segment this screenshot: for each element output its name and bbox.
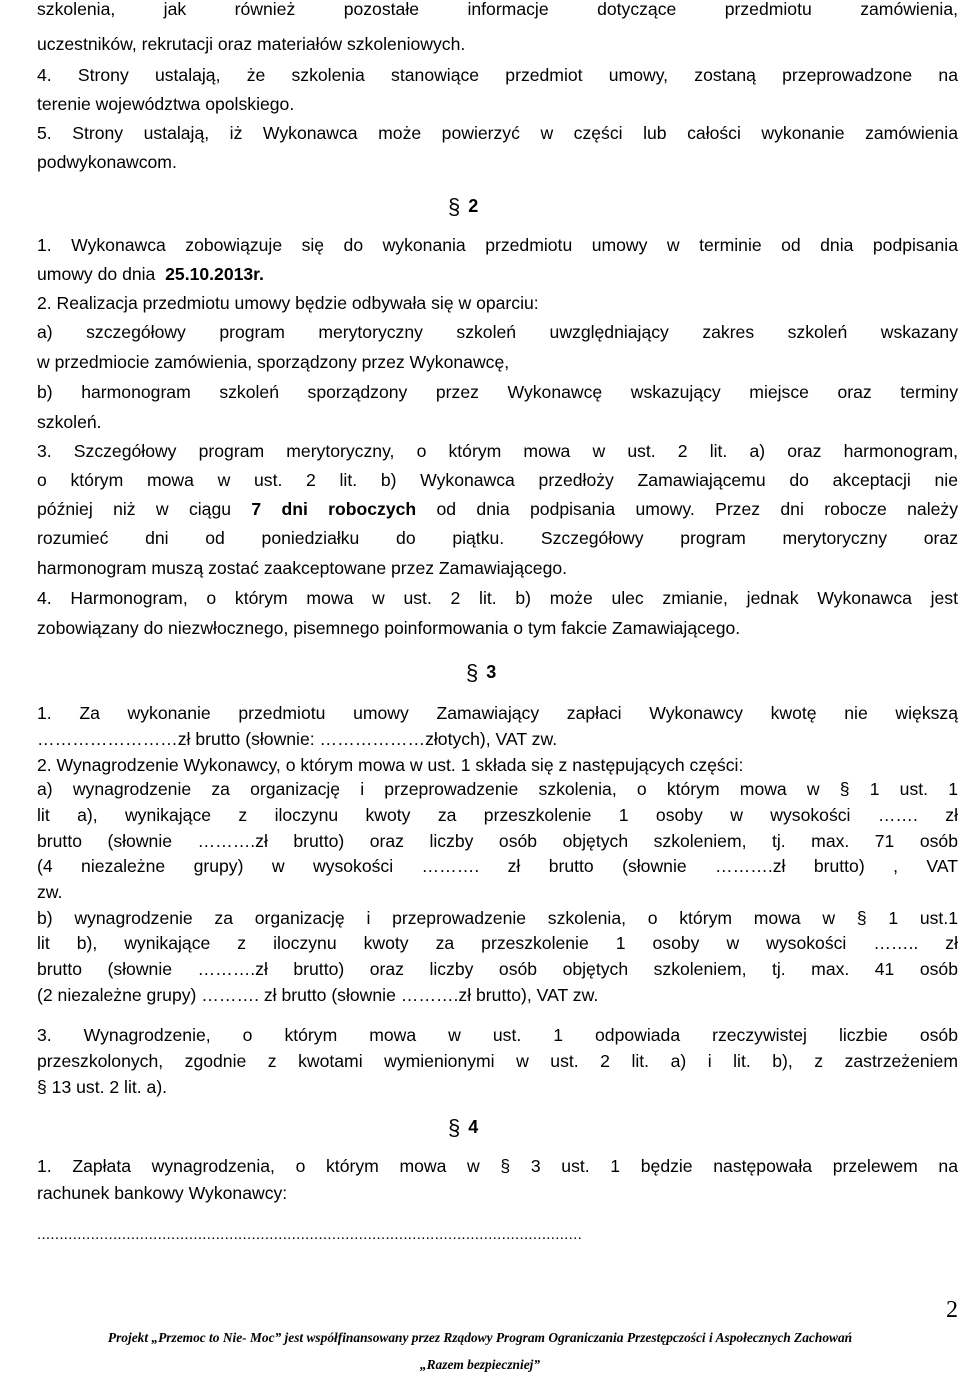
text-line: (2 niezależne grupy) ………. zł brutto (słownie ……….zł brutto), VAT zw.	[37, 985, 599, 1005]
text-line: przeszkolonych, zgodnie z kwotami wymienionymi w ust. 2 lit. a) i lit. b), z zastrzeżeniem	[37, 1051, 958, 1071]
text-line: 5. Strony ustalają, iż Wykonawca może powierzyć w części lub całości wykonanie zamówienia	[37, 123, 958, 143]
text-line: o którym mowa w ust. 2 lit. b) Wykonawca przedłoży Zamawiającemu do akceptacji nie	[37, 470, 958, 490]
text-line: lit b), wynikające z iloczynu kwoty za przeszkolenie 1 osoby w wysokości …….. zł	[37, 933, 958, 953]
text-line: b) harmonogram szkoleń sporządzony przez Wykonawcę wskazujący miejsce oraz terminy	[37, 382, 958, 402]
text-line: ……………………zł brutto (słownie: ………………złotych), VAT zw.	[37, 729, 558, 749]
text-line: 3. Szczegółowy program merytoryczny, o którym mowa w ust. 2 lit. a) oraz harmonogram,	[37, 441, 958, 461]
text-line: a) szczegółowy program merytoryczny szkoleń uwzględniający zakres szkoleń wskazany	[37, 322, 958, 342]
account-number-placeholder: ..........................................................................................................................	[37, 1226, 583, 1243]
text-line: a) wynagrodzenie za organizację i przeprowadzenie szkolenia, o którym mowa w § 1 ust. 1	[37, 779, 958, 799]
text-line: 2. Realizacja przedmiotu umowy będzie odbywała się w oparciu:	[37, 293, 539, 313]
section-heading-4	[448, 1113, 478, 1142]
section-sign: §	[466, 660, 479, 685]
text-line: 1. Za wykonanie przedmiotu umowy Zamawiający zapłaci Wykonawcy kwotę nie większą	[37, 703, 958, 723]
text-line: podwykonawcom.	[37, 152, 177, 172]
text-line: szkolenia, jak również pozostałe informacje dotyczące przedmiotu zamówienia,	[37, 0, 958, 19]
text-line: w przedmiocie zamówienia, sporządzony przez Wykonawcę,	[37, 352, 510, 372]
text-line: rozumieć dni od poniedziałku do piątku. Szczegółowy program merytoryczny oraz	[37, 528, 958, 548]
section-sign: §	[448, 194, 461, 219]
text-line: b) wynagrodzenie za organizację i przeprowadzenie szkolenia, o którym mowa w § 1 ust.1	[37, 908, 958, 928]
section-heading-2	[448, 192, 478, 221]
text-line: (4 niezależne grupy) w wysokości ………. zł brutto (słownie ……….zł brutto) , VAT	[37, 856, 958, 876]
text-line: brutto (słownie ……….zł brutto) oraz liczby osób objętych szkoleniem, tj. max. 71 osób	[37, 831, 958, 851]
footer-project-line: Projekt „Przemoc to Nie- Moc” jest współfinansowany przez Rządowy Program Ograniczania Przestępczości i Aspołecznych Zachowań	[107, 1330, 853, 1345]
text-line: zw.	[37, 882, 63, 902]
text-line: 1. Zapłata wynagrodzenia, o którym mowa w § 3 ust. 1 będzie następowała przelewem na	[37, 1156, 958, 1176]
text-line: 4. Strony ustalają, że szkolenia stanowiące przedmiot umowy, zostaną przeprowadzone na	[37, 65, 958, 85]
section-number: 3	[486, 662, 497, 682]
text-line: 4. Harmonogram, o którym mowa w ust. 2 lit. b) może ulec zmianie, jednak Wykonawca jest	[37, 588, 958, 608]
deadline-days: 7 dni roboczych	[251, 499, 417, 519]
text-line: harmonogram muszą zostać zaakceptowane przez Zamawiającego.	[37, 558, 568, 578]
text-line: zobowiązany do niezwłocznego, pisemnego poinformowania o tym fakcie Zamawiającego.	[37, 618, 741, 638]
text-line: 1. Wykonawca zobowiązuje się do wykonania przedmiotu umowy w terminie od dnia podpisania	[37, 235, 958, 255]
text-line: 2. Wynagrodzenie Wykonawcy, o którym mowa w ust. 1 składa się z następujących części:	[37, 755, 744, 775]
section-number: 2	[468, 196, 479, 216]
text-line: terenie województwa opolskiego.	[37, 94, 295, 114]
text-line: 3. Wynagrodzenie, o którym mowa w ust. 1 odpowiada rzeczywistej liczbie osób	[37, 1025, 958, 1045]
text-line: uczestników, rekrutacji oraz materiałów szkoleniowych.	[37, 34, 466, 54]
text-line: rachunek bankowy Wykonawcy:	[37, 1183, 288, 1203]
section-heading-3	[466, 658, 496, 687]
text-line: później niż w ciągu 7 dni roboczych od dnia podpisania umowy. Przez dni robocze należy	[37, 499, 958, 519]
text-line: szkoleń.	[37, 412, 102, 432]
text-line: brutto (słownie ……….zł brutto) oraz liczby osób objętych szkoleniem, tj. max. 41 osób	[37, 959, 958, 979]
deadline-date: 25.10.2013r.	[165, 264, 264, 284]
page-number: 2	[946, 1297, 958, 1323]
text-line: umowy do dnia 25.10.2013r.	[37, 264, 264, 284]
section-sign: §	[448, 1115, 461, 1140]
footer-slogan: „Razem bezpieczniej”	[419, 1357, 541, 1372]
section-number: 4	[468, 1117, 479, 1137]
text-line: lit a), wynikające z iloczynu kwoty za przeszkolenie 1 osoby w wysokości ……. zł	[37, 805, 958, 825]
text-line: § 13 ust. 2 lit. a).	[37, 1077, 168, 1097]
